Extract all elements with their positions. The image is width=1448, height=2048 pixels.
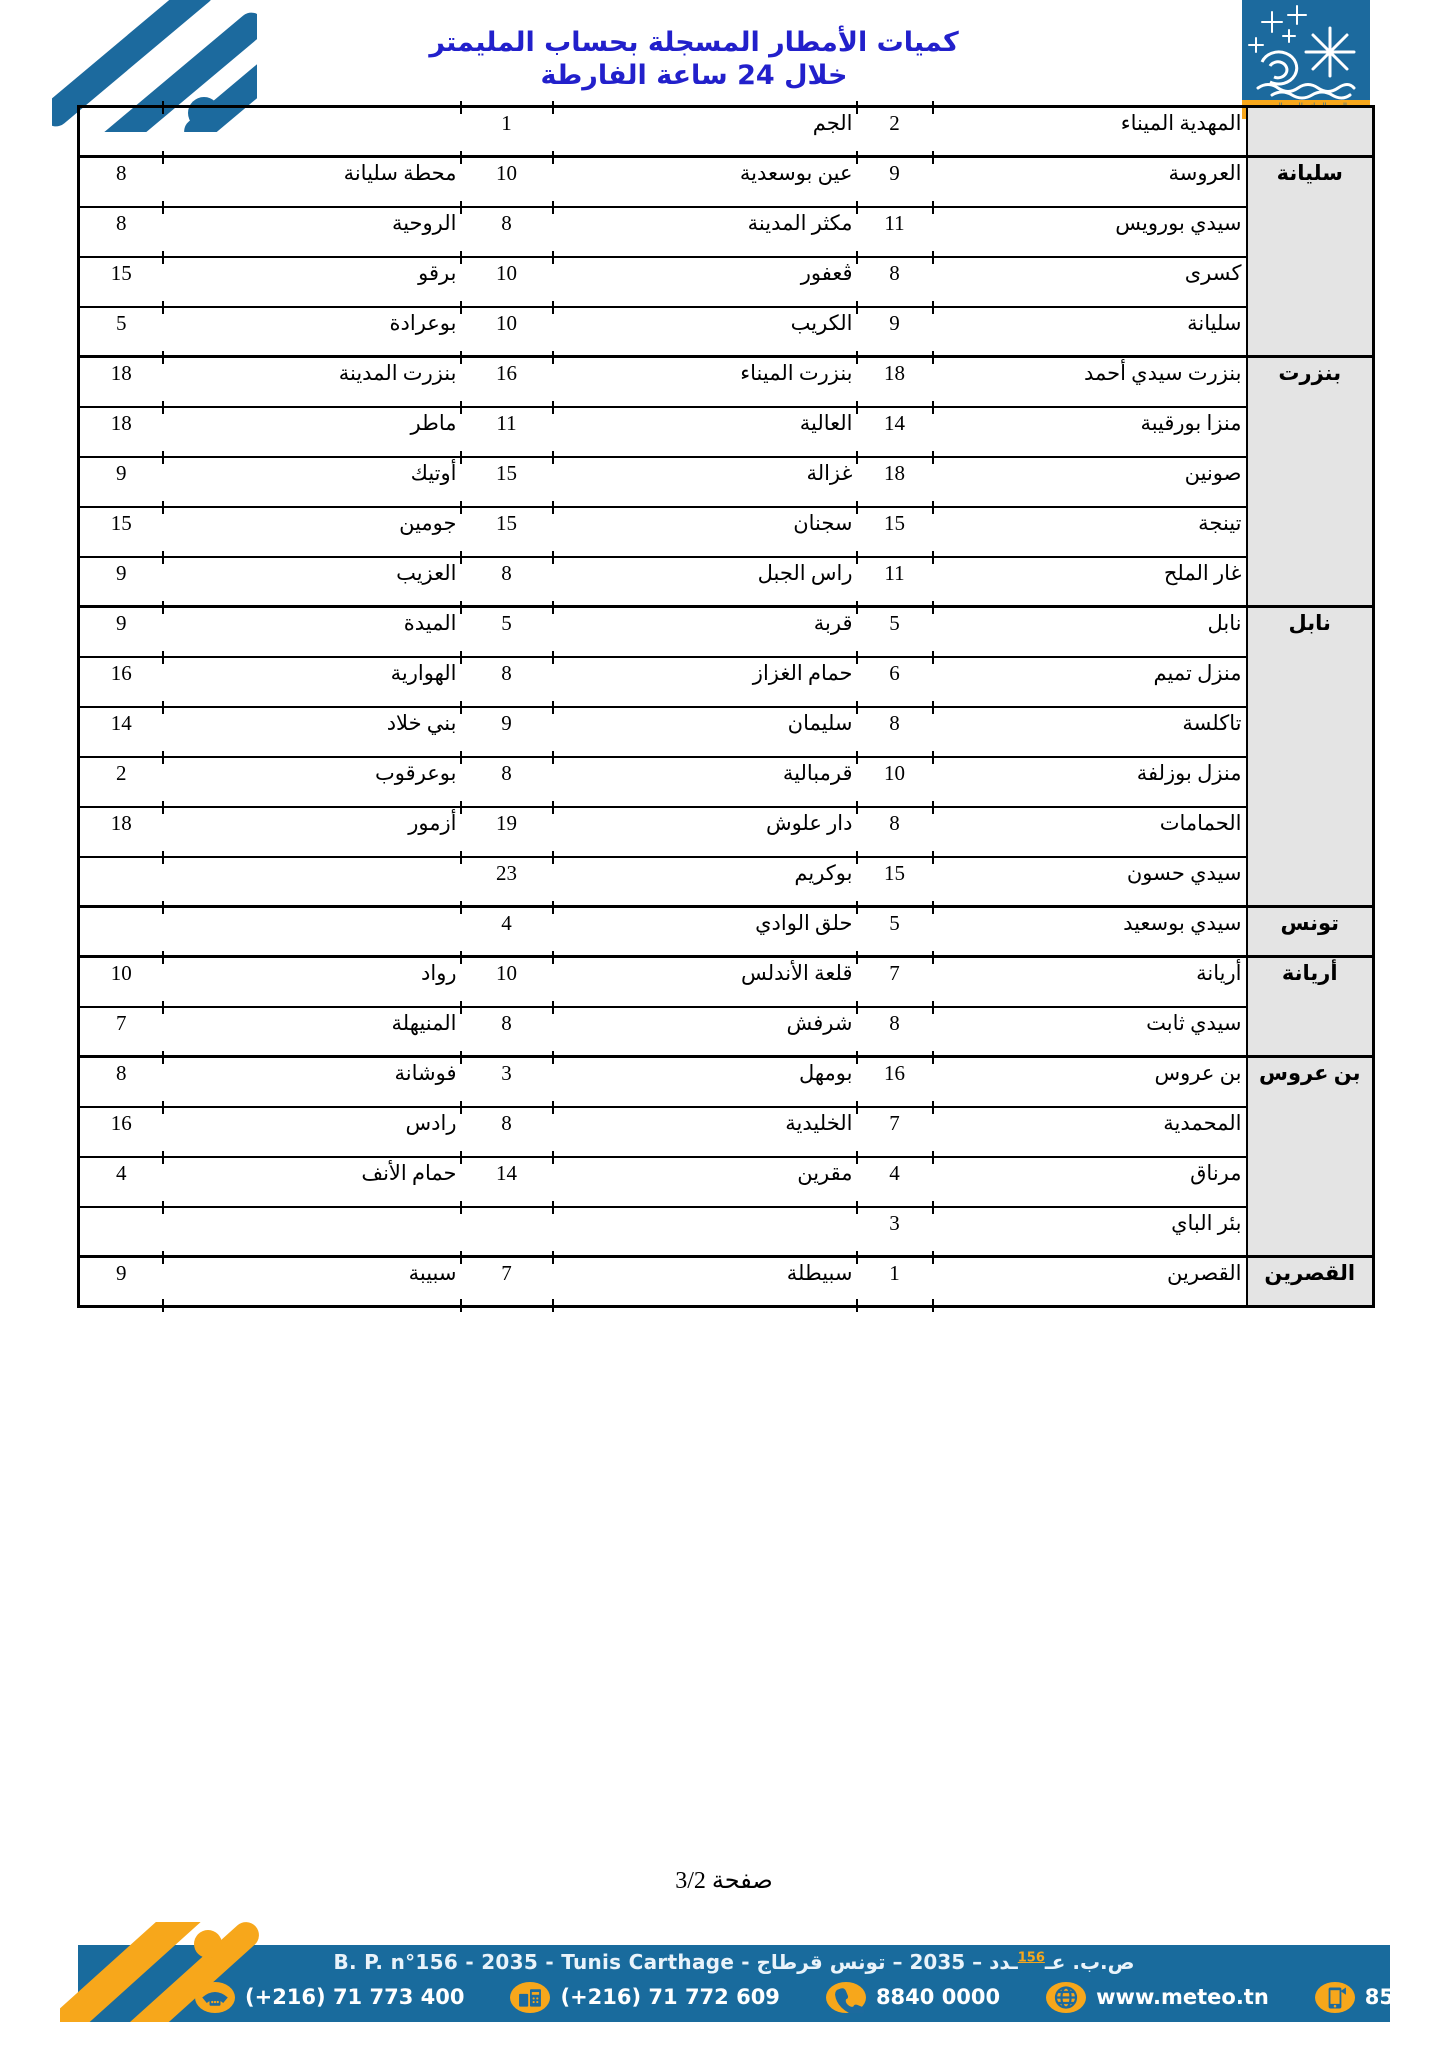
- value-cell: 8: [461, 1107, 553, 1157]
- station-cell: تاكلسة: [933, 707, 1247, 757]
- station-cell: منزل تميم: [933, 657, 1247, 707]
- value-cell: 18: [79, 407, 163, 457]
- station-cell: سيدي بوسعيد: [933, 907, 1247, 957]
- contact-item: [826, 1982, 1000, 2013]
- value-cell: 4: [461, 907, 553, 957]
- value-cell: 10: [857, 757, 933, 807]
- value-cell: 8: [461, 207, 553, 257]
- station-cell: [553, 1207, 857, 1257]
- footer-address: [78, 1950, 1390, 1974]
- station-cell: بنزرت سيدي أحمد: [933, 357, 1247, 407]
- station-cell: قرمبالية: [553, 757, 857, 807]
- station-cell: بئر الباي: [933, 1207, 1247, 1257]
- governorate-cell: القصرين: [1247, 1257, 1374, 1307]
- contact-item: [1315, 1982, 1438, 2013]
- station-cell: حلق الوادي: [553, 907, 857, 957]
- footer-address-pobox: ص.ب. عـ: [1044, 1950, 1135, 1974]
- value-cell: [79, 907, 163, 957]
- station-cell: المحمدية: [933, 1107, 1247, 1157]
- value-cell: 4: [79, 1157, 163, 1207]
- value-cell: 5: [461, 607, 553, 657]
- station-cell: مكثر المدينة: [553, 207, 857, 257]
- value-cell: 11: [857, 207, 933, 257]
- table-row: [79, 307, 1374, 357]
- value-cell: 8: [79, 157, 163, 207]
- value-cell: 18: [857, 357, 933, 407]
- station-cell: الكريب: [553, 307, 857, 357]
- value-cell: 3: [857, 1207, 933, 1257]
- table-row: [79, 657, 1374, 707]
- value-cell: 16: [79, 1107, 163, 1157]
- station-cell: غزالة: [553, 457, 857, 507]
- station-cell: سجنان: [553, 507, 857, 557]
- value-cell: 8: [461, 557, 553, 607]
- table-row: [79, 157, 1374, 207]
- page-title-line1: كميات الأمطار المسجلة بحساب المليمتر: [429, 27, 959, 58]
- station-cell: سيدي بورويس: [933, 207, 1247, 257]
- table-row: [79, 357, 1374, 407]
- value-cell: 14: [79, 707, 163, 757]
- station-cell: المنيهلة: [163, 1007, 461, 1057]
- station-cell: بني خلاد: [163, 707, 461, 757]
- table-row: [79, 207, 1374, 257]
- contact-label: www.meteo.tn: [1096, 1985, 1269, 2009]
- station-cell: تينجة: [933, 507, 1247, 557]
- value-cell: 7: [857, 1107, 933, 1157]
- station-cell: الحمامات: [933, 807, 1247, 857]
- value-cell: 5: [857, 607, 933, 657]
- table-row: [79, 807, 1374, 857]
- rainfall-table: [77, 105, 1375, 1308]
- station-cell: [163, 857, 461, 907]
- station-cell: بومهل: [553, 1057, 857, 1107]
- value-cell: 10: [461, 957, 553, 1007]
- station-cell: قربة: [553, 607, 857, 657]
- value-cell: 10: [461, 307, 553, 357]
- table-row: [79, 907, 1374, 957]
- page-title-line2: خلال 24 ساعة الفارطة: [540, 60, 848, 91]
- station-cell: أريانة: [933, 957, 1247, 1007]
- value-cell: 9: [857, 157, 933, 207]
- station-cell: العزيب: [163, 557, 461, 607]
- value-cell: 2: [857, 107, 933, 157]
- table-row: [79, 557, 1374, 607]
- station-cell: بنزرت الميناء: [553, 357, 857, 407]
- station-cell: سبيبة: [163, 1257, 461, 1307]
- value-cell: 15: [857, 857, 933, 907]
- governorate-cell: [1247, 107, 1374, 157]
- station-cell: [163, 1207, 461, 1257]
- station-cell: بنزرت المدينة: [163, 357, 461, 407]
- footer-address-latin: B. P. n°156 - 2035 - Tunis Carthage: [333, 1950, 735, 1974]
- station-cell: منزا بورقيبة: [933, 407, 1247, 457]
- contact-item: [195, 1982, 464, 2013]
- value-cell: 8: [857, 707, 933, 757]
- value-cell: 8: [79, 207, 163, 257]
- value-cell: 8: [79, 1057, 163, 1107]
- value-cell: 16: [79, 657, 163, 707]
- contact-item: [1046, 1982, 1269, 2013]
- station-cell: بوعرقوب: [163, 757, 461, 807]
- value-cell: 7: [79, 1007, 163, 1057]
- value-cell: 10: [461, 257, 553, 307]
- governorate-cell: أريانة: [1247, 957, 1374, 1057]
- value-cell: 1: [461, 107, 553, 157]
- station-cell: رادس: [163, 1107, 461, 1157]
- value-cell: 5: [79, 307, 163, 357]
- station-cell: دار علوش: [553, 807, 857, 857]
- station-cell: شرفش: [553, 1007, 857, 1057]
- station-cell: رواد: [163, 957, 461, 1007]
- value-cell: 9: [79, 1257, 163, 1307]
- station-cell: قلعة الأندلس: [553, 957, 857, 1007]
- value-cell: 8: [461, 757, 553, 807]
- governorate-cell: بن عروس: [1247, 1057, 1374, 1257]
- station-cell: صونين: [933, 457, 1247, 507]
- table-row: [79, 1107, 1374, 1157]
- governorate-cell: تونس: [1247, 907, 1374, 957]
- value-cell: 2: [79, 757, 163, 807]
- station-cell: الهوارية: [163, 657, 461, 707]
- value-cell: 18: [79, 357, 163, 407]
- value-cell: 10: [461, 157, 553, 207]
- station-cell: [163, 907, 461, 957]
- station-cell: نابل: [933, 607, 1247, 657]
- governorate-cell: سليانة: [1247, 157, 1374, 357]
- station-cell: مرناق: [933, 1157, 1247, 1207]
- value-cell: 15: [461, 457, 553, 507]
- station-cell: ماطر: [163, 407, 461, 457]
- footer-address-number: 156: [1017, 1950, 1045, 1966]
- value-cell: 18: [79, 807, 163, 857]
- value-cell: 8: [461, 657, 553, 707]
- value-cell: 8: [857, 1007, 933, 1057]
- table-row: [79, 857, 1374, 907]
- table-row: [79, 507, 1374, 557]
- value-cell: 9: [461, 707, 553, 757]
- value-cell: 18: [857, 457, 933, 507]
- station-cell: بوعرادة: [163, 307, 461, 357]
- station-cell: ڨعفور: [553, 257, 857, 307]
- value-cell: 4: [857, 1157, 933, 1207]
- table-row: [79, 107, 1374, 157]
- station-cell: برقو: [163, 257, 461, 307]
- station-cell: الميدة: [163, 607, 461, 657]
- value-cell: 7: [461, 1257, 553, 1307]
- table-row: [79, 607, 1374, 657]
- fax-icon: [510, 1982, 550, 2013]
- value-cell: 9: [857, 307, 933, 357]
- inm-logo-icon: [1242, 0, 1370, 119]
- station-cell: حمام الغزاز: [553, 657, 857, 707]
- contact-label: (+216) 71 773 400: [245, 1985, 465, 2009]
- table-row: [79, 1257, 1374, 1307]
- page-number: صفحة 3/2: [675, 1868, 773, 1894]
- value-cell: 16: [857, 1057, 933, 1107]
- table-row: [79, 457, 1374, 507]
- value-cell: 14: [461, 1157, 553, 1207]
- value-cell: 10: [79, 957, 163, 1007]
- governorate-cell: نابل: [1247, 607, 1374, 907]
- station-cell: منزل بوزلفة: [933, 757, 1247, 807]
- station-cell: سيدي ثابت: [933, 1007, 1247, 1057]
- station-cell: كسرى: [933, 257, 1247, 307]
- station-cell: عين بوسعدية: [553, 157, 857, 207]
- value-cell: 9: [79, 557, 163, 607]
- value-cell: 8: [857, 257, 933, 307]
- value-cell: 9: [79, 607, 163, 657]
- phone-icon: [195, 1982, 235, 2013]
- contact-item: [510, 1982, 779, 2013]
- value-cell: 16: [461, 357, 553, 407]
- station-cell: العالية: [553, 407, 857, 457]
- globe-icon: [1046, 1982, 1086, 2013]
- table-row: [79, 257, 1374, 307]
- mobile-icon: [1315, 1982, 1355, 2013]
- footer-contacts: [195, 1979, 1438, 2015]
- station-cell: حمام الأنف: [163, 1157, 461, 1207]
- value-cell: [79, 1207, 163, 1257]
- station-cell: سيدي حسون: [933, 857, 1247, 907]
- value-cell: 11: [857, 557, 933, 607]
- station-cell: العروسة: [933, 157, 1247, 207]
- station-cell: الجم: [553, 107, 857, 157]
- value-cell: 19: [461, 807, 553, 857]
- station-cell: الخليدية: [553, 1107, 857, 1157]
- contact-label: 8840 0000: [875, 1985, 1001, 2009]
- value-cell: [79, 857, 163, 907]
- station-cell: [163, 107, 461, 157]
- station-cell: أوتيك: [163, 457, 461, 507]
- station-cell: بن عروس: [933, 1057, 1247, 1107]
- page-title: [374, 26, 1014, 92]
- governorate-cell: بنزرت: [1247, 357, 1374, 607]
- value-cell: 7: [857, 957, 933, 1007]
- footer-address-city: ـدد – 2035 – تونس قرطاج -: [734, 1950, 1018, 1974]
- table-row: [79, 1157, 1374, 1207]
- station-cell: بوكريم: [553, 857, 857, 907]
- value-cell: 3: [461, 1057, 553, 1107]
- table-row: [79, 757, 1374, 807]
- station-cell: راس الجبل: [553, 557, 857, 607]
- handset-icon: [826, 1982, 866, 2013]
- value-cell: [79, 107, 163, 157]
- station-cell: المهدية الميناء: [933, 107, 1247, 157]
- value-cell: 14: [857, 407, 933, 457]
- station-cell: جومين: [163, 507, 461, 557]
- station-cell: مقرين: [553, 1157, 857, 1207]
- value-cell: 6: [857, 657, 933, 707]
- value-cell: 15: [79, 507, 163, 557]
- value-cell: 15: [79, 257, 163, 307]
- station-cell: الروحية: [163, 207, 461, 257]
- table-row: [79, 1207, 1374, 1257]
- value-cell: 8: [857, 807, 933, 857]
- value-cell: 11: [461, 407, 553, 457]
- value-cell: [461, 1207, 553, 1257]
- value-cell: 15: [461, 507, 553, 557]
- table-row: [79, 957, 1374, 1007]
- value-cell: 5: [857, 907, 933, 957]
- station-cell: سبيطلة: [553, 1257, 857, 1307]
- station-cell: فوشانة: [163, 1057, 461, 1107]
- table-row: [79, 1007, 1374, 1057]
- value-cell: 8: [461, 1007, 553, 1057]
- station-cell: سليانة: [933, 307, 1247, 357]
- contact-label: (+216) 71 772 609: [560, 1985, 780, 2009]
- value-cell: 9: [79, 457, 163, 507]
- table-row: [79, 707, 1374, 757]
- value-cell: 1: [857, 1257, 933, 1307]
- contact-label: 85012: [1364, 1985, 1438, 2009]
- table-row: [79, 407, 1374, 457]
- station-cell: غار الملح: [933, 557, 1247, 607]
- station-cell: أزمور: [163, 807, 461, 857]
- value-cell: 23: [461, 857, 553, 907]
- value-cell: 15: [857, 507, 933, 557]
- station-cell: سليمان: [553, 707, 857, 757]
- station-cell: القصرين: [933, 1257, 1247, 1307]
- table-row: [79, 1057, 1374, 1107]
- station-cell: محطة سليانة: [163, 157, 461, 207]
